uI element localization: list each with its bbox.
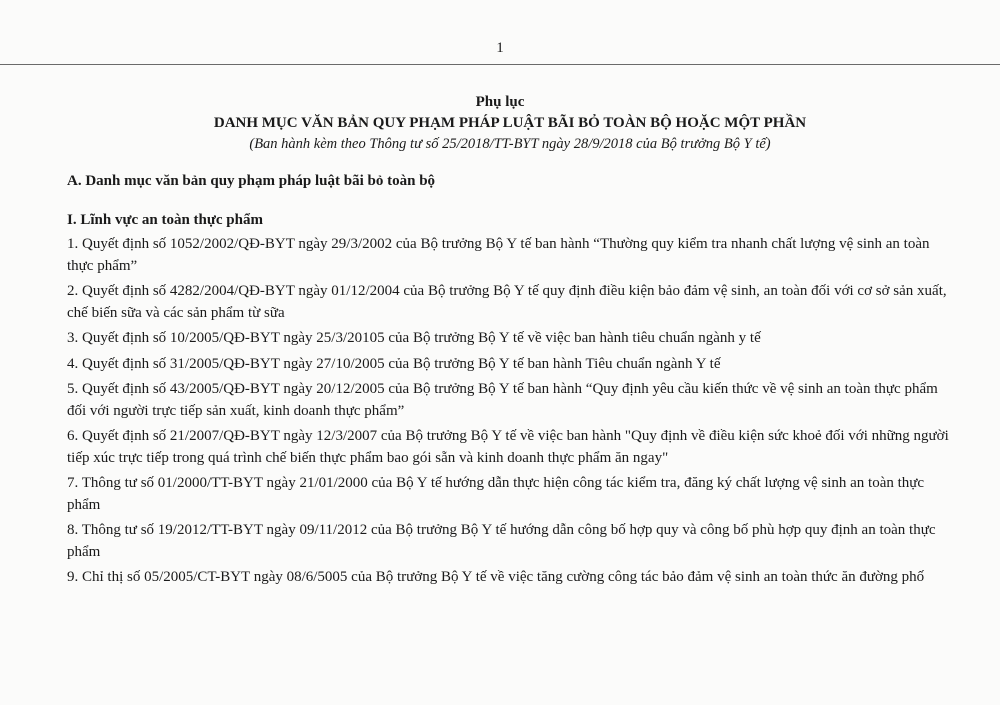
title-block: [0, 92, 1000, 155]
list-item: 5. Quyết định số 43/2005/QĐ-BYT ngày 20/12/2005 của Bộ trưởng Bộ Y tế ban hành “Quy định yêu cầu kiến thức về vệ sinh an toàn thực phẩm đối với người trực tiếp sản xuất, kinh doanh thực phẩm”: [67, 381, 938, 419]
page-number: 1: [496, 40, 504, 56]
list-item: 6. Quyết định số 21/2007/QĐ-BYT ngày 12/3/2007 của Bộ trưởng Bộ Y tế về việc ban hành "Quy định về điều kiện sức khoẻ đối với những người tiếp xúc trực tiếp trong quá trình chế biến thực phẩm bao gói sẵn và kinh doanh thực phẩm ăn ngay": [67, 428, 949, 466]
section-a-heading: A. Danh mục văn bản quy phạm pháp luật bãi bỏ toàn bộ: [67, 173, 436, 189]
document-heading: DANH MỤC VĂN BẢN QUY PHẠM PHÁP LUẬT BÃI BỎ TOÀN BỘ HOẶC MỘT PHẦN: [213, 115, 807, 131]
list-item: 1. Quyết định số 1052/2002/QĐ-BYT ngày 29/3/2002 của Bộ trưởng Bộ Y tế ban hành “Thường quy kiểm tra nhanh chất lượng vệ sinh an toàn thực phẩm”: [67, 236, 930, 274]
list-item: 2. Quyết định số 4282/2004/QĐ-BYT ngày 01/12/2004 của Bộ trưởng Bộ Y tế quy định điều kiện bảo đảm vệ sinh, an toàn đối với cơ sở sản xuất, chế biến sữa và các sản phẩm từ sữa: [67, 283, 947, 321]
issuance-note: (Ban hành kèm theo Thông tư số 25/2018/TT-BYT ngày 28/9/2018 của Bộ trưởng Bộ Y tế): [249, 136, 771, 152]
list-item: 7. Thông tư số 01/2000/TT-BYT ngày 21/01/2000 của Bộ Y tế hướng dẫn thực hiện công tác kiểm tra, đăng ký chất lượng vệ sinh an toàn thực phẩm: [67, 475, 925, 513]
list-item: 8. Thông tư số 19/2012/TT-BYT ngày 09/11/2012 của Bộ trưởng Bộ Y tế hướng dẫn công bố hợp quy và công bố phù hợp quy định an toàn thực phẩm: [67, 522, 936, 560]
regulation-list: [67, 234, 957, 593]
section-i-heading: I. Lĩnh vực an toàn thực phẩm: [67, 212, 263, 228]
list-item: 3. Quyết định số 10/2005/QĐ-BYT ngày 25/3/20105 của Bộ trưởng Bộ Y tế về việc ban hành tiêu chuẩn ngành y tế: [67, 330, 761, 346]
list-item: 9. Chỉ thị số 05/2005/CT-BYT ngày 08/6/5005 của Bộ trưởng Bộ Y tế về việc tăng cường công tác bảo đảm vệ sinh an toàn thức ăn đường phố: [67, 569, 925, 585]
list-item: 4. Quyết định số 31/2005/QĐ-BYT ngày 27/10/2005 của Bộ trưởng Bộ Y tế ban hành Tiêu chuẩn ngành Y tế: [67, 355, 721, 372]
header-rule: [0, 64, 1000, 65]
appendix-title: Phụ lục: [475, 94, 525, 110]
